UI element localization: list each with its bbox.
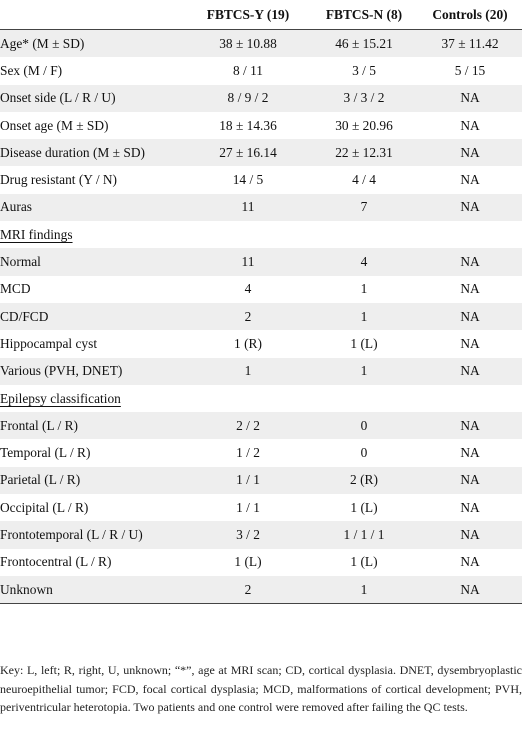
row-label-text: Drug resistant (Y / N) [0,172,118,188]
cell-fbtcs-y: 1 / 2 [236,445,260,461]
cell-fbtcs-n: 22 ± 12.31 [310,139,418,166]
table-row [0,85,522,112]
cell-fbtcs-n: 7 [310,194,418,221]
cell-controls: NA [418,358,522,385]
table-footnote: Key: L, left; R, right, U, unknown; “*”, age at MRI scan; CD, cortical dysplasia. DNET, dysembryoplastic neuroepithelial tumor; FCD, focal cortical dysplasia; MCD, malformations of cortical development; PVH, periventricular heterotopia. Two patients and one control were removed after failing the QC tests. [0,663,522,715]
cell-fbtcs-y: 8 / 9 / 2 [186,85,310,112]
cell-controls: NA [418,467,522,494]
cell-fbtcs-y: 4 [244,281,252,297]
cell-fbtcs-y: 38 ± 10.88 [186,30,310,58]
header-fbtcs-n: FBTCS-N (8) [310,0,418,30]
cell-controls: NA [460,499,480,515]
row-label [0,276,186,303]
cell-controls [418,221,522,248]
cell-fbtcs-y: 2 [186,303,310,330]
cell-controls: NA [460,172,480,188]
header-fbtcs-y: FBTCS-Y (19) [186,0,310,30]
row-label-text: Age* (M ± SD) [0,35,85,51]
cell-controls: NA [460,554,480,570]
cell-fbtcs-n: 0 [310,412,418,439]
row-label [0,467,186,494]
cell-controls: NA [460,117,480,133]
cell-controls: NA [418,139,522,166]
cell-controls: NA [418,412,522,439]
table-row [0,549,522,576]
row-label [0,576,186,604]
row-label [0,57,186,84]
cell-fbtcs-n: 46 ± 15.21 [310,30,418,58]
row-label-text: Frontotemporal (L / R / U) [0,526,143,542]
row-label-text: Normal [0,254,41,270]
cell-fbtcs-y [186,385,310,412]
table-row [0,194,522,221]
cell-fbtcs-y: 2 [186,576,310,604]
cell-controls: 5 / 15 [454,62,486,78]
table-row [0,57,522,84]
row-label [0,549,186,576]
section-row [0,221,522,248]
cell-controls: NA [460,335,480,351]
cell-controls: NA [460,281,480,297]
cell-fbtcs-n: 0 [360,445,368,461]
row-label-text: Epilepsy classification [0,390,121,406]
row-label [0,385,186,412]
cell-controls: NA [418,194,522,221]
row-label [0,139,186,166]
cell-fbtcs-n: 4 [310,248,418,275]
cell-fbtcs-n: 4 / 4 [352,172,376,188]
cell-controls: 37 ± 11.42 [418,30,522,58]
cell-controls: NA [418,576,522,604]
cell-fbtcs-n: 1 [310,576,418,604]
row-label-text: Auras [0,199,32,215]
table-row [0,467,522,494]
cell-fbtcs-y: 3 / 2 [186,521,310,548]
table-row [0,412,522,439]
cell-fbtcs-y: 1 / 1 [186,467,310,494]
cell-fbtcs-y: 1 (L) [234,554,262,570]
table-row [0,358,522,385]
cell-fbtcs-n: 1 (L) [350,335,378,351]
row-label-text: Onset age (M ± SD) [0,117,109,133]
row-label [0,248,186,275]
table-header-row [0,0,522,30]
row-label [0,85,186,112]
cell-controls: NA [460,445,480,461]
table-row [0,303,522,330]
row-label-text: Onset side (L / R / U) [0,90,116,106]
cell-fbtcs-n: 3 / 3 / 2 [310,85,418,112]
table-row [0,576,522,604]
cell-fbtcs-n: 1 [310,358,418,385]
cell-controls: NA [418,248,522,275]
row-label-text: Various (PVH, DNET) [0,363,123,379]
cell-fbtcs-n: 1 (L) [350,499,378,515]
row-label [0,358,186,385]
row-label [0,521,186,548]
row-label-text: Disease duration (M ± SD) [0,144,145,160]
table-row [0,494,522,521]
row-label [0,303,186,330]
row-label [0,194,186,221]
table-row [0,166,522,193]
row-label-text: Frontocentral (L / R) [0,554,112,570]
cell-fbtcs-n: 1 [360,281,368,297]
row-label-text: Hippocampal cyst [0,335,98,351]
section-row [0,385,522,412]
cell-fbtcs-n: 3 / 5 [352,62,376,78]
cell-controls [418,385,522,412]
cell-fbtcs-n: 2 (R) [310,467,418,494]
cell-controls: NA [418,521,522,548]
cell-fbtcs-n: 1 / 1 / 1 [310,521,418,548]
table-row [0,521,522,548]
cell-fbtcs-n: 30 ± 20.96 [335,117,393,133]
table-row [0,439,522,466]
cell-fbtcs-y: 11 [186,248,310,275]
cell-fbtcs-y: 1 [186,358,310,385]
cell-fbtcs-y: 18 ± 14.36 [219,117,277,133]
table-row [0,139,522,166]
cell-fbtcs-y: 11 [186,194,310,221]
cell-controls: NA [418,303,522,330]
row-label-text: Sex (M / F) [0,62,63,78]
row-label [0,166,186,193]
header-controls: Controls (20) [418,0,522,30]
row-label-text: Frontal (L / R) [0,417,78,433]
row-label [0,412,186,439]
cell-fbtcs-n: 1 (L) [350,554,378,570]
table-body [0,30,522,604]
cell-fbtcs-y: 1 / 1 [236,499,260,515]
row-label [0,221,186,248]
cell-fbtcs-y: 14 / 5 [232,172,264,188]
cell-fbtcs-y: 1 (R) [234,335,262,351]
cell-controls: NA [418,85,522,112]
table-row [0,248,522,275]
row-label [0,30,186,58]
cell-fbtcs-y: 27 ± 16.14 [186,139,310,166]
cell-fbtcs-n: 1 [310,303,418,330]
row-label-text: MCD [0,281,31,297]
cell-fbtcs-n [310,221,418,248]
header-empty [0,0,186,30]
row-label-text: MRI findings [0,226,73,242]
row-label-text: Parietal (L / R) [0,472,81,488]
row-label [0,439,186,466]
row-label-text: Temporal (L / R) [0,445,91,461]
cell-fbtcs-n [310,385,418,412]
table-row [0,330,522,357]
cell-fbtcs-y: 2 / 2 [186,412,310,439]
row-label-text: CD/FCD [0,308,49,324]
table-row [0,112,522,139]
row-label-text: Occipital (L / R) [0,499,89,515]
table-row [0,276,522,303]
row-label [0,494,186,521]
table-row [0,30,522,58]
row-label [0,112,186,139]
row-label [0,330,186,357]
cell-fbtcs-y: 8 / 11 [232,62,263,78]
row-label-text: Unknown [0,581,53,597]
cell-fbtcs-y [186,221,310,248]
